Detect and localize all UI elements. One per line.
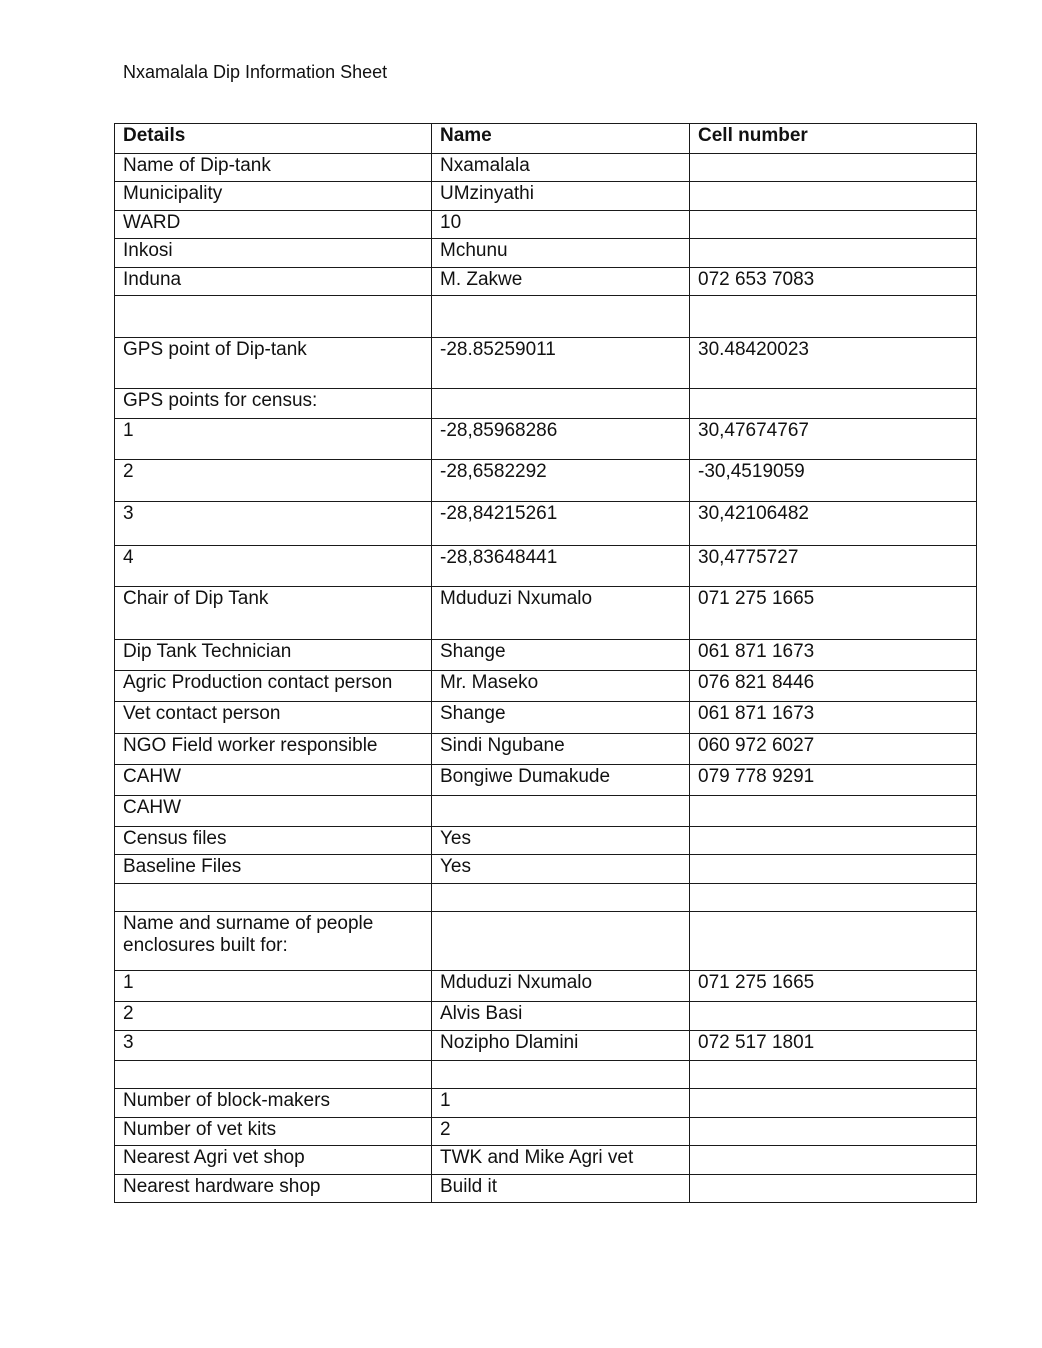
table-row [115,419,977,460]
cell-number-cell: -30,4519059 [690,460,977,502]
table-row [115,154,977,182]
header-details: Details [115,124,432,154]
detail-cell: Nearest hardware shop [115,1175,432,1203]
detail-cell: Census files [115,827,432,855]
name-cell: Yes [432,855,690,884]
cell-number-cell [690,211,977,239]
detail-cell: GPS point of Dip-tank [115,338,432,389]
header-cell-number: Cell number [690,124,977,154]
cell-number-cell [690,1146,977,1175]
table-row [115,855,977,884]
cell-number-cell: 061 871 1673 [690,702,977,734]
detail-cell: Number of block-makers [115,1089,432,1118]
cell-number-cell [690,239,977,268]
name-cell [432,912,690,971]
dip-information-table [114,123,977,1203]
detail-cell [115,1061,432,1089]
cell-number-cell: 076 821 8446 [690,671,977,702]
detail-cell: Baseline Files [115,855,432,884]
name-cell: -28,6582292 [432,460,690,502]
table-row [115,827,977,855]
name-cell: Mduduzi Nxumalo [432,971,690,1002]
detail-cell: Number of vet kits [115,1118,432,1146]
cell-number-cell [690,912,977,971]
detail-cell [115,296,432,338]
table-row [115,1146,977,1175]
detail-cell: Chair of Dip Tank [115,587,432,640]
name-cell: 10 [432,211,690,239]
table-row [115,765,977,796]
detail-cell [115,884,432,912]
cell-number-cell [690,1118,977,1146]
cell-number-cell [690,1089,977,1118]
table-row [115,338,977,389]
cell-number-cell: 30,42106482 [690,502,977,546]
cell-number-cell [690,855,977,884]
name-cell: 2 [432,1118,690,1146]
name-cell [432,389,690,419]
cell-number-cell [690,796,977,827]
detail-cell: 2 [115,1002,432,1031]
cell-number-cell [690,154,977,182]
name-cell: Mchunu [432,239,690,268]
name-cell: Nozipho Dlamini [432,1031,690,1061]
cell-number-cell [690,884,977,912]
cell-number-cell: 071 275 1665 [690,971,977,1002]
cell-number-cell [690,827,977,855]
detail-cell: CAHW [115,765,432,796]
table-row [115,268,977,296]
table-row [115,1175,977,1203]
table-row [115,912,977,971]
name-cell: -28,85968286 [432,419,690,460]
table-row [115,671,977,702]
table-row [115,971,977,1002]
detail-cell: Name and surname of people enclosures built for: [115,912,432,971]
name-cell: Shange [432,702,690,734]
detail-cell: Inkosi [115,239,432,268]
table-header-row [115,124,977,154]
detail-cell: Vet contact person [115,702,432,734]
cell-number-cell [690,389,977,419]
table-row [115,1061,977,1089]
detail-cell: Name of Dip-tank [115,154,432,182]
detail-cell: 4 [115,546,432,587]
cell-number-cell [690,296,977,338]
table-row [115,734,977,765]
table-row [115,1031,977,1061]
cell-number-cell: 060 972 6027 [690,734,977,765]
cell-number-cell [690,1061,977,1089]
detail-cell: WARD [115,211,432,239]
cell-number-cell [690,182,977,211]
name-cell: Alvis Basi [432,1002,690,1031]
cell-number-cell: 072 653 7083 [690,268,977,296]
cell-number-cell: 072 517 1801 [690,1031,977,1061]
name-cell [432,796,690,827]
name-cell: Yes [432,827,690,855]
name-cell: -28,84215261 [432,502,690,546]
table-row [115,1002,977,1031]
name-cell: -28,83648441 [432,546,690,587]
table-row [115,884,977,912]
table-row [115,587,977,640]
table-row [115,546,977,587]
name-cell: M. Zakwe [432,268,690,296]
table-row [115,182,977,211]
cell-number-cell [690,1002,977,1031]
detail-cell: 1 [115,419,432,460]
table-row [115,460,977,502]
name-cell: Nxamalala [432,154,690,182]
cell-number-cell: 061 871 1673 [690,640,977,671]
cell-number-cell: 071 275 1665 [690,587,977,640]
document-title: Nxamalala Dip Information Sheet [123,62,388,82]
name-cell: Build it [432,1175,690,1203]
detail-cell: Agric Production contact person [115,671,432,702]
name-cell: 1 [432,1089,690,1118]
name-cell: Shange [432,640,690,671]
detail-cell: NGO Field worker responsible [115,734,432,765]
name-cell: Sindi Ngubane [432,734,690,765]
header-name: Name [432,124,690,154]
name-cell [432,1061,690,1089]
cell-number-cell [690,1175,977,1203]
cell-number-cell: 30.48420023 [690,338,977,389]
table-row [115,389,977,419]
name-cell [432,296,690,338]
cell-number-cell: 30,47674767 [690,419,977,460]
cell-number-cell: 079 778 9291 [690,765,977,796]
table-row [115,640,977,671]
table-row [115,1118,977,1146]
name-cell: -28.85259011 [432,338,690,389]
name-cell: UMzinyathi [432,182,690,211]
name-cell: Mr. Maseko [432,671,690,702]
detail-cell: CAHW [115,796,432,827]
detail-cell: Nearest Agri vet shop [115,1146,432,1175]
detail-cell: GPS points for census: [115,389,432,419]
name-cell: Mduduzi Nxumalo [432,587,690,640]
table-row [115,702,977,734]
name-cell: TWK and Mike Agri vet [432,1146,690,1175]
table-row [115,1089,977,1118]
detail-cell: 1 [115,971,432,1002]
cell-number-cell: 30,4775727 [690,546,977,587]
detail-cell: Dip Tank Technician [115,640,432,671]
name-cell [432,884,690,912]
table-row [115,796,977,827]
name-cell: Bongiwe Dumakude [432,765,690,796]
detail-cell: 3 [115,1031,432,1061]
detail-cell: Municipality [115,182,432,211]
table-row [115,239,977,268]
detail-cell: 3 [115,502,432,546]
table-row [115,296,977,338]
table-row [115,211,977,239]
table-row [115,502,977,546]
detail-cell: 2 [115,460,432,502]
detail-cell: Induna [115,268,432,296]
